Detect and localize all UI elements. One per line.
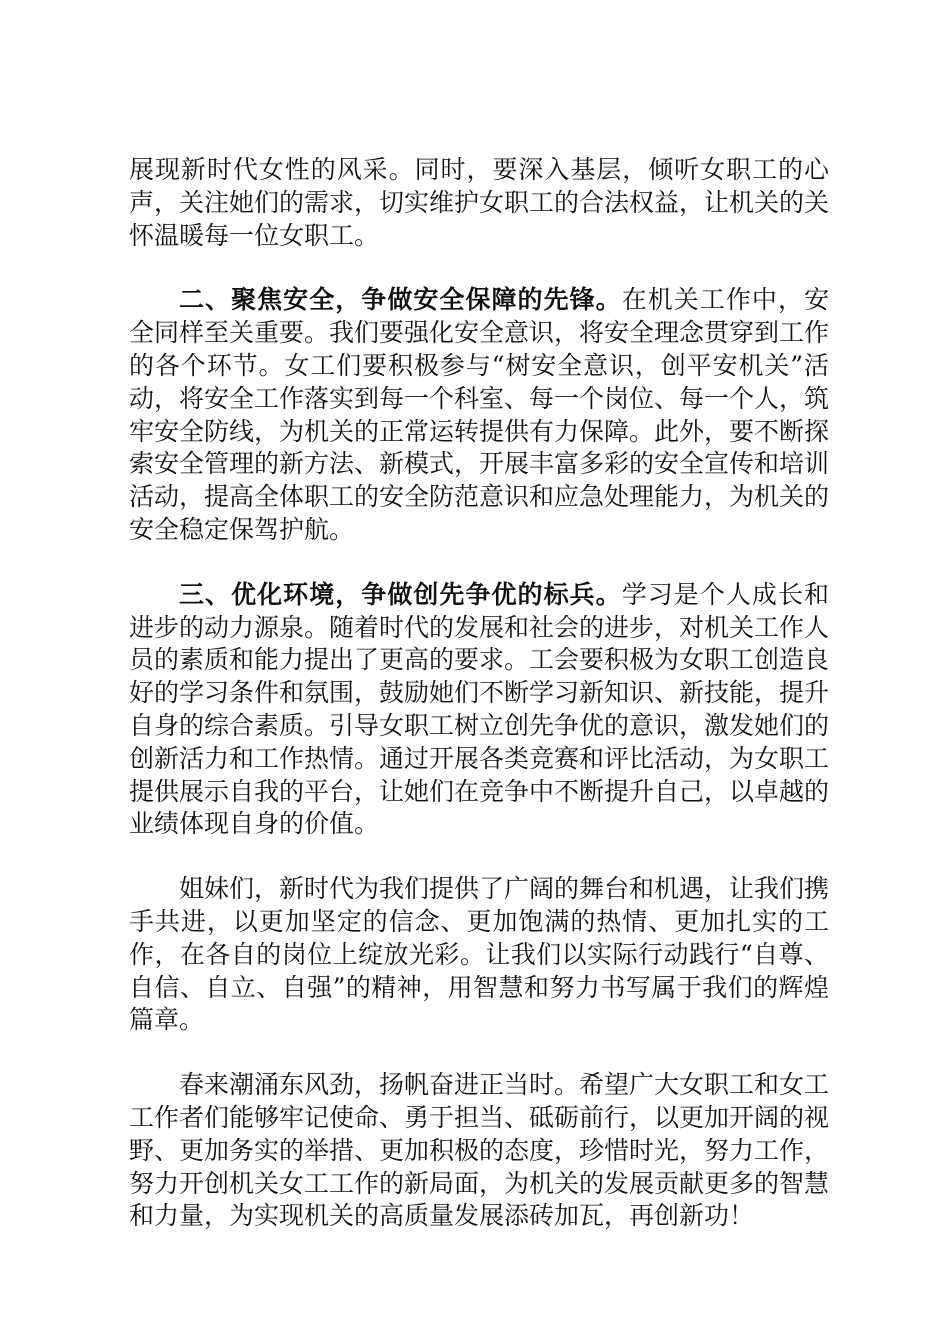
paragraph-sisters-appeal — [129, 873, 829, 1037]
paragraph-text: 姐妹们，新时代为我们提供了广阔的舞台和机遇，让我们携手共进，以更加坚定的信念、更加饱满的热情、更加扎实的工作，在各自的岗位上绽放光彩。让我们以实际行动践行“自尊、自信、自立、自强”的精神，用智慧和努力书写属于我们的辉煌篇章。 — [129, 874, 830, 1035]
paragraph-text: 在机关工作中，安全同样至关重要。我们要强化安全意识，将安全理念贯穿到工作的各个环节。女工们要积极参与“树安全意识，创平安机关”活动，将安全工作落实到每一个科室、每一个岗位、每一个人，筑牢安全防线，为机关的正常运转提供有力保障。此外，要不断探索安全管理的新方法、新模式，开展丰富多彩的安全宣传和培训活动，提高全体职工的安全防范意识和应急处理能力，为机关的安全稳定保驾护航。 — [129, 285, 830, 544]
paragraph-closing — [129, 1069, 829, 1233]
paragraph-intro-continuation — [129, 154, 829, 252]
document-page — [129, 154, 829, 1265]
paragraph-text: 学习是个人成长和进步的动力源泉。随着时代的发展和社会的进步，对机关工作人员的素质和能力提出了更高的要求。工会要积极为女职工创造良好的学习条件和氛围，鼓励她们不断学习新知识、新技能，提升自身的综合素质。引导女职工树立创先争优的意识，激发她们的创新活力和工作热情。通过开展各类竞赛和评比活动，为女职工提供展示自我的平台，让她们在竞争中不断提升自己，以卓越的业绩体现自身的价值。 — [129, 579, 830, 839]
paragraph-text: 春来潮涌东风劲，扬帆奋进正当时。希望广大女职工和女工工作者们能够牢记使命、勇于担当、砥砺前行，以更加开阔的视野、更加务实的举措、更加积极的态度，珍惜时光，努力工作，努力开创机关女工工作的新局面，为机关的发展贡献更多的智慧和力量，为实现机关的高质量发展添砖加瓦，再创新功！ — [129, 1070, 830, 1231]
paragraph-section-two — [129, 284, 829, 546]
section-three-heading: 三、优化环境，争做创先争优的标兵。 — [179, 579, 622, 609]
paragraph-section-three — [129, 579, 829, 841]
paragraph-text: 展现新时代女性的风采。同时，要深入基层，倾听女职工的心声，关注她们的需求，切实维护女职工的合法权益，让机关的关怀温暖每一位女职工。 — [129, 155, 830, 250]
section-two-heading: 二、聚焦安全，争做安全保障的先锋。 — [179, 285, 622, 315]
